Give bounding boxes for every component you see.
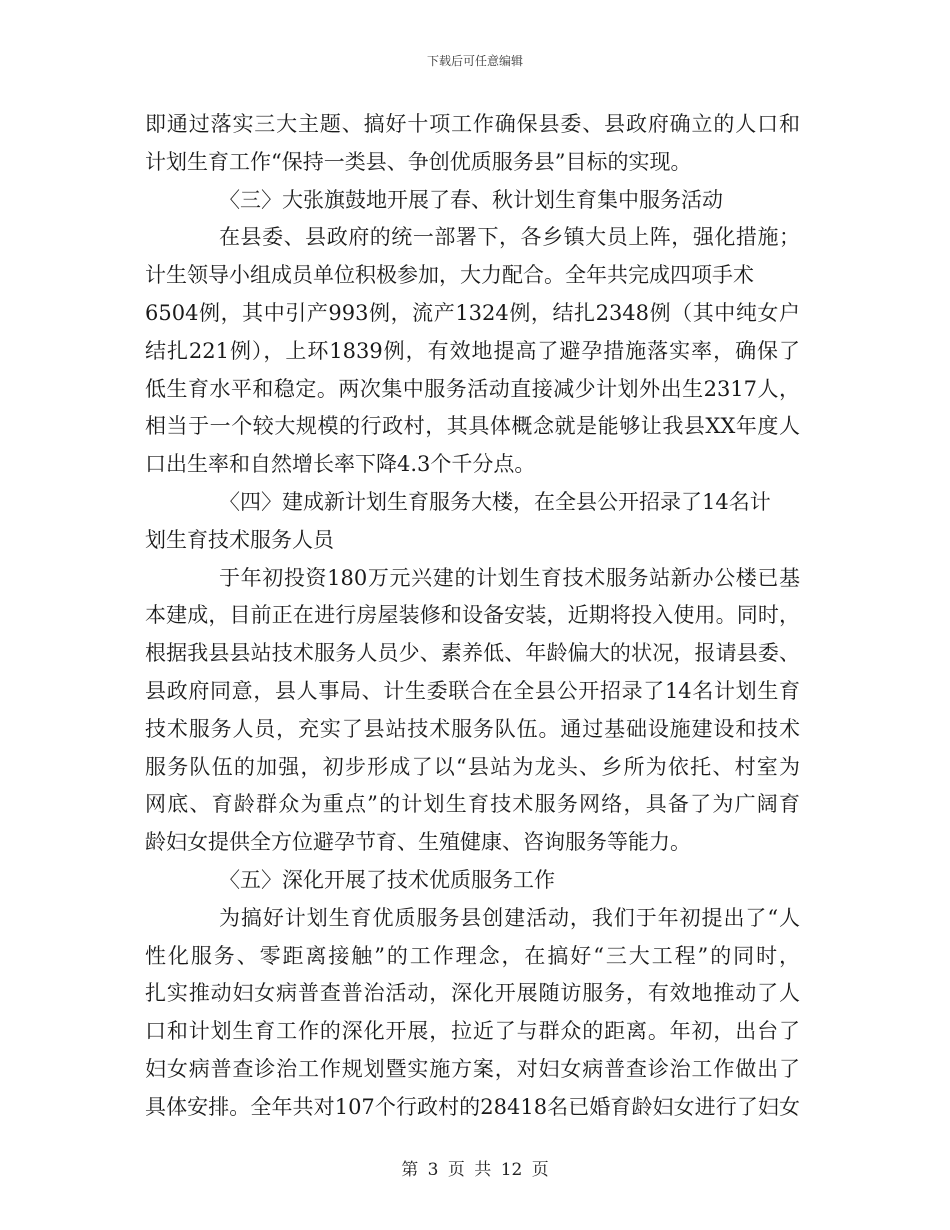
text-line: 计划生育工作“保持一类县、争创优质服务县”目标的实现。: [145, 149, 692, 174]
page-number-footer: 第 3 页 共 12 页: [401, 1160, 549, 1180]
text-line: 技术服务人员，充实了县站技术服务队伍。通过基础设施建设和技术: [145, 716, 800, 741]
text-line: 妇女病普查诊治工作规划暨实施方案，对妇女病普查诊治工作做出了: [145, 1056, 800, 1081]
text-line: 龄妇女提供全方位避孕节育、生殖健康、咨询服务等能力。: [145, 830, 691, 855]
text-line: 为搞好计划生育优质服务县创建活动，我们于年初提出了“人: [219, 905, 800, 930]
text-line: 即通过落实三大主题、搞好十项工作确保县委、县政府确立的人口和: [145, 112, 800, 136]
text-line: 口和计划生育工作的深化开展，拉近了与群众的距离。年初，出台了: [145, 1019, 800, 1044]
text-line: 相当于一个较大规模的行政村，其具体概念就是能够让我县XX年度人: [145, 414, 800, 439]
text-line: 性化服务、零距离接触”的工作理念，在搞好“三大工程”的同时，: [145, 943, 800, 968]
text-line: 县政府同意，县人事局、计生委联合在全县公开招录了14名计划生育: [145, 678, 800, 703]
text-line: 划生育技术服务人员: [145, 527, 334, 552]
text-line: 6504例，其中引产993例，流产1324例，结扎2348例（其中纯女户: [145, 300, 800, 325]
text-line: 根据我县县站技术服务人员少、素养低、年龄偏大的状况，报请县委、: [145, 641, 800, 666]
section-heading: 〈五〉深化开展了技术优质服务工作: [219, 867, 555, 892]
section-heading: 〈四〉建成新计划生育服务大楼，在全县公开招录了14名计: [219, 489, 771, 514]
section-heading: 〈三〉大张旗鼓地开展了春、秋计划生育集中服务活动: [219, 187, 723, 212]
text-line: 结扎221例），上环1839例，有效地提高了避孕措施落实率，确保了: [145, 338, 800, 363]
text-line: 于年初投资180万元兴建的计划生育技术服务站新办公楼已基: [219, 565, 800, 590]
page-header-note: 下载后可任意编辑: [426, 54, 523, 68]
document-body: [145, 106, 800, 1127]
text-line: 扎实推动妇女病普查普治活动，深化开展随访服务，有效地推动了人: [145, 981, 800, 1006]
text-line: 服务队伍的加强，初步形成了以“县站为龙头、乡所为依托、村室为: [145, 754, 800, 779]
text-line: 低生育水平和稳定。两次集中服务活动直接减少计划外出生2317人，: [145, 376, 800, 401]
text-line: 口出生率和自然增长率下降4.3个千分点。: [145, 452, 536, 477]
text-line: 本建成，目前正在进行房屋装修和设备安装，近期将投入使用。同时，: [145, 603, 800, 628]
text-line: 在县委、县政府的统一部署下，各乡镇大员上阵，强化措施；: [219, 225, 800, 250]
text-line: 计生领导小组成员单位积极参加，大力配合。全年共完成四项手术: [145, 263, 754, 288]
text-line: 网底、育龄群众为重点”的计划生育技术服务网络，具备了为广阔育: [145, 792, 800, 817]
text-line: 具体安排。全年共对107个行政村的28418名已婚育龄妇女进行了妇女: [145, 1094, 800, 1119]
